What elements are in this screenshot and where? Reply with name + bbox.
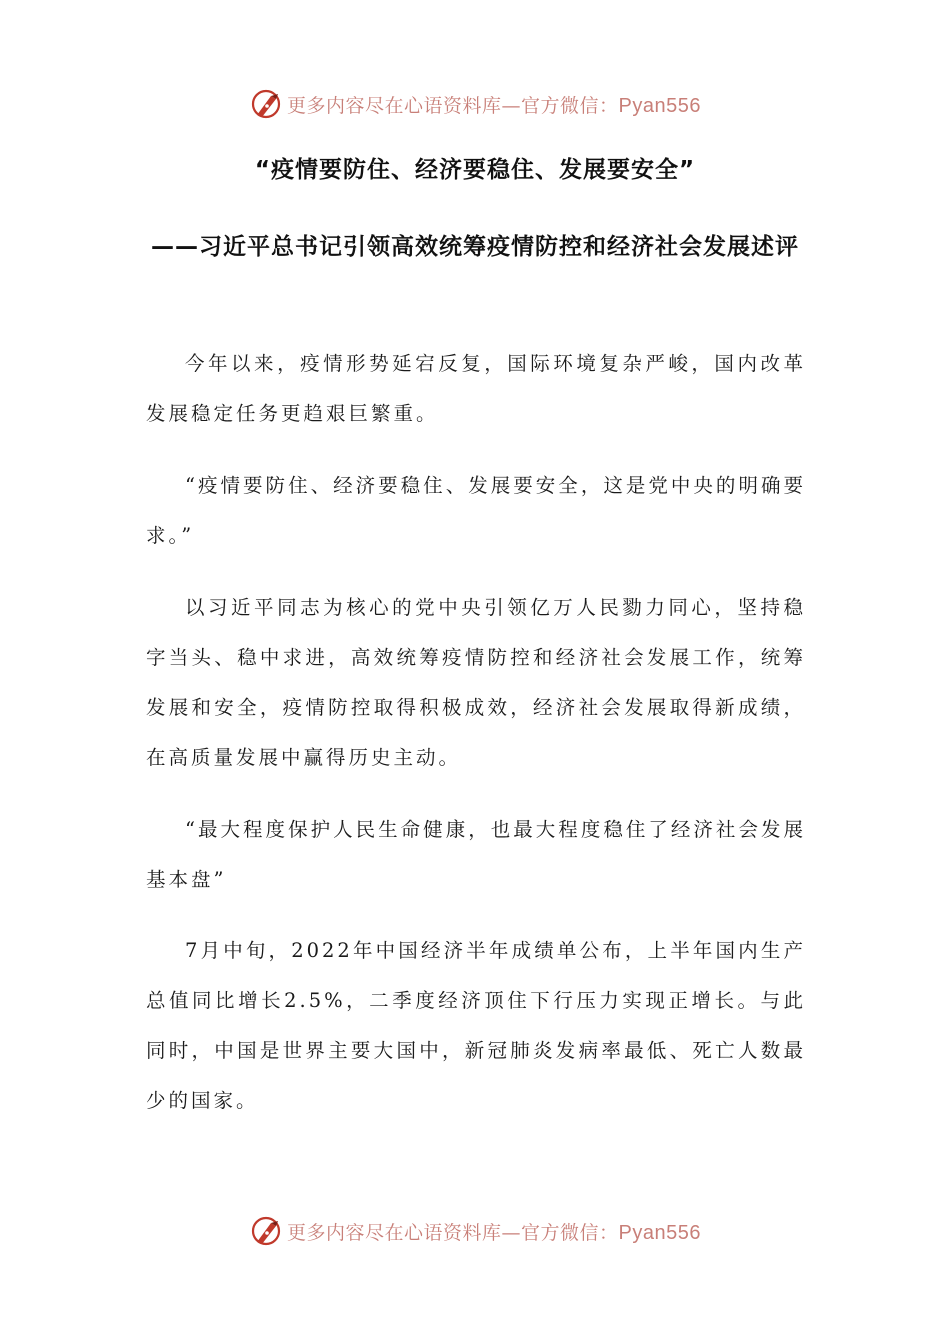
- pen-nib-logo-icon: [249, 1214, 283, 1248]
- header-banner: [0, 84, 950, 124]
- footer-banner-text: 更多内容尽在心语资料库—官方微信：Pyan556: [287, 1221, 701, 1244]
- paragraph: 7月中旬，2022年中国经济半年成绩单公布，上半年国内生产总值同比增长2.5%，二季度经济顶住下行压力实现正增长。与此同时，中国是世界主要大国中，新冠肺炎发病率最低、死亡人数最少的国家。: [146, 939, 806, 1112]
- article-title: “疫情要防住、经济要稳住、发展要安全”: [254, 157, 696, 183]
- footer-banner: [0, 1211, 950, 1251]
- wechat-id: Pyan556: [618, 94, 701, 117]
- paragraph: “最大程度保护人民生命健康，也最大程度稳住了经济社会发展基本盘”: [146, 818, 806, 891]
- paragraph: “疫情要防住、经济要稳住、发展要安全，这是党中央的明确要求。”: [146, 474, 806, 547]
- paragraph: 今年以来，疫情形势延宕反复，国际环境复杂严峻，国内改革发展稳定任务更趋艰巨繁重。: [146, 352, 806, 425]
- paragraph: 以习近平同志为核心的党中央引领亿万人民勠力同心，坚持稳字当头、稳中求进，高效统筹疫情防控和经济社会发展工作，统筹发展和安全，疫情防控取得积极成效，经济社会发展取得新成绩，在高质量发展中赢得历史主动。: [146, 596, 806, 769]
- wechat-id: Pyan556: [618, 1221, 701, 1244]
- pen-nib-logo-icon: [249, 87, 283, 121]
- header-banner-text: 更多内容尽在心语资料库—官方微信：Pyan556: [287, 94, 701, 117]
- article-subtitle: ——习近平总书记引领高效统筹疫情防控和经济社会发展述评: [151, 234, 799, 260]
